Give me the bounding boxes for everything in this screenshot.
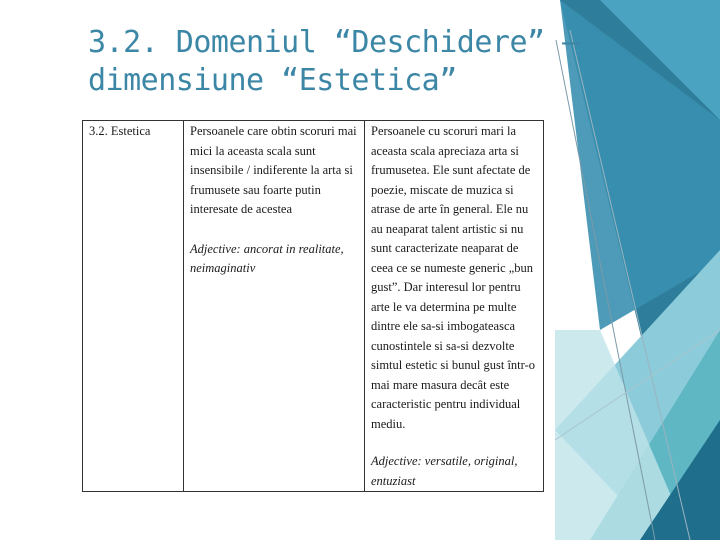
scale-description-table [82,120,544,492]
low-scores-cell [184,121,365,492]
table-row [83,121,544,492]
high-scores-text: Persoanele cu scoruri mari la aceasta scala apreciaza arta si frumusetea. Ele sunt afectate de poezie, miscate de muzica si atrase de arte în general. Ele nu au neaparat talent artistic si nu sunt caracterizate neaparat de ceea ce se numeste generic „bun gust”. Dar interesul lor pentru arte le va determina pe multe dintre ele sa-si imbogateasca cunostintele si sa-si dezvolte simtul estetic si bunul gust într-o mai mare masura decât este caracteristic pentru individual mediu. [371,124,535,431]
high-scores-adjectives: Adjective: versatile, original, entuziast [371,454,518,488]
row-label: 3.2. Estetica [83,121,184,492]
low-scores-text: Persoanele care obtin scoruri mai mici la aceasta scala sunt insensibile / indiferente la arta si frumusete sau foarte putin interesate de acestea [190,124,357,216]
high-scores-cell [365,121,544,492]
slide-title: 3.2. Domeniul “Deschidere” – dimensiune “Estetica” [88,25,580,98]
low-scores-adjectives: Adjective: ancorat in realitate, neimaginativ [190,241,344,275]
